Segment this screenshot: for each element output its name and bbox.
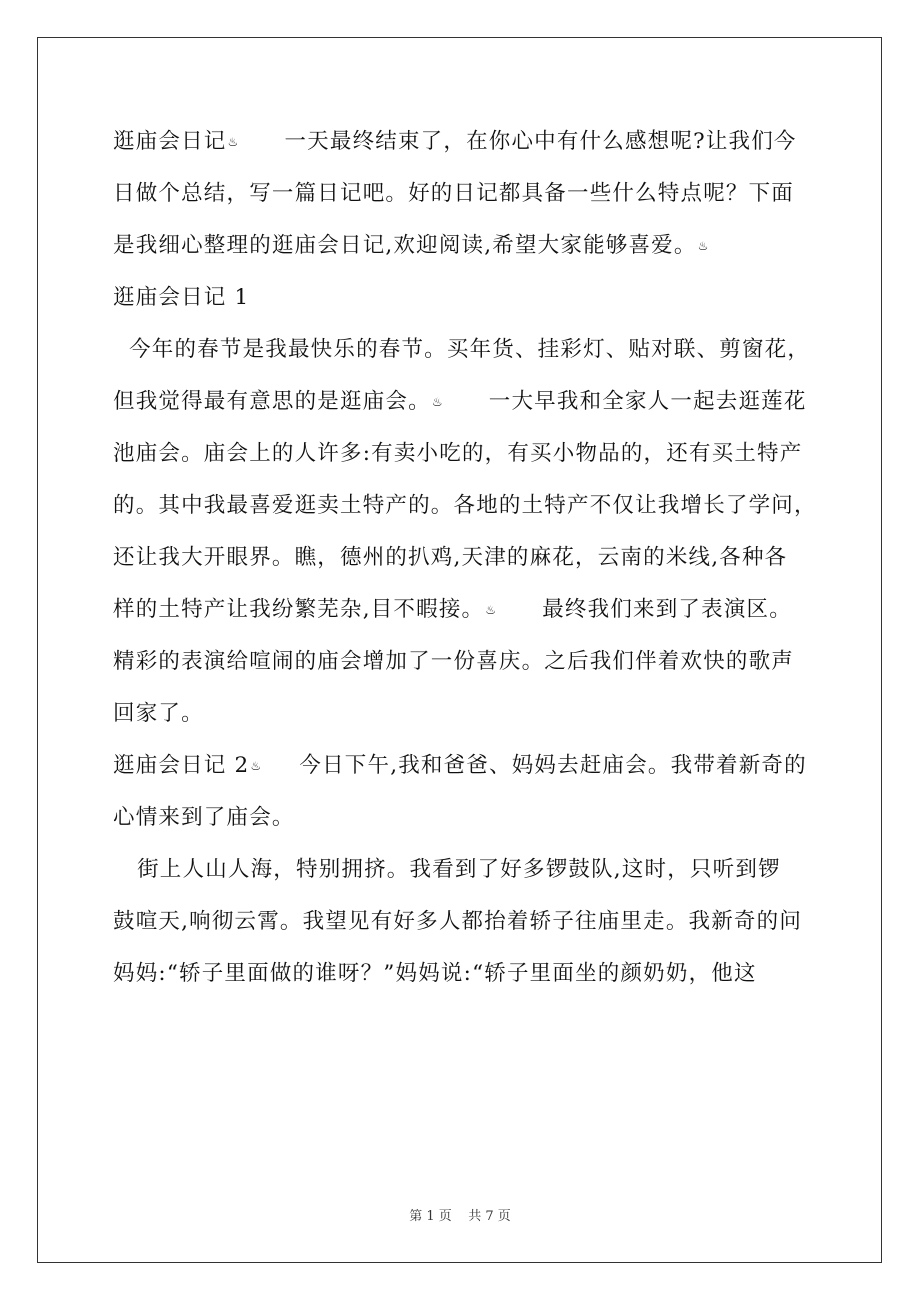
text-line: 鼓喧天,响彻云霄。我望见有好多人都抬着轿子往庙里走。我新奇的问 [113, 909, 803, 934]
line-text: 今日下午,我和爸爸、妈妈去赶庙会。我带着新奇的 [299, 753, 807, 778]
text-line: 日做个总结，写一篇日记吧。好的日记都具备一些什么特点呢？下面 [113, 181, 795, 206]
line-text: 但我觉得最有意思的是逛庙会。 [113, 389, 431, 414]
line-text: 逛庙会日记 [113, 129, 227, 154]
text-line: 精彩的表演给喧闹的庙会增加了一份喜庆。之后我们伴着欢快的歌声 [113, 649, 795, 674]
text-line [113, 226, 813, 278]
line-text: 一天最终结束了，在你心中有什么感想呢?让我们今 [284, 129, 797, 154]
line-text: 最终我们来到了表演区。 [542, 597, 792, 622]
section-heading [113, 746, 813, 798]
text-line: 妈妈:“轿子里面做的谁呀？”妈妈说:“轿子里面坐的颜奶奶，他这 [113, 961, 757, 986]
text-line: 的。其中我最喜爱逛卖土特产的。各地的土特产不仅让我增长了学问， [113, 493, 817, 518]
paragraph-mark-icon: ♨ [697, 239, 710, 253]
text-line [113, 122, 813, 174]
text-line: 回家了。 [113, 701, 204, 726]
paragraph-mark-icon: ♨ [227, 135, 240, 149]
paragraph-mark-icon: ♨ [250, 759, 263, 773]
text-line: 池庙会。庙会上的人许多:有卖小吃的，有买小物品的，还有买土特产 [113, 441, 803, 466]
paragraph-mark-icon: ♨ [431, 395, 444, 409]
line-text: 是我细心整理的逛庙会日记,欢迎阅读,希望大家能够喜爱。 [113, 233, 697, 258]
text-line: 今年的春节是我最快乐的春节。买年货、挂彩灯、贴对联、剪窗花， [113, 337, 811, 362]
document-body [113, 122, 817, 1006]
paragraph-mark-icon: ♨ [485, 603, 498, 617]
text-line: 心情来到了庙会。 [113, 805, 295, 830]
page-number-footer: 第 1 页 共 7 页 [409, 1209, 511, 1224]
line-text: 样的土特产让我纷繁芜杂,目不暇接。 [113, 597, 485, 622]
text-line: 街上人山人海，特别拥挤。我看到了好多锣鼓队,这时，只听到锣 [113, 857, 781, 882]
line-text: 一大早我和全家人一起去逛莲花 [488, 389, 807, 414]
section-heading: 逛庙会日记 1 [113, 285, 250, 310]
text-line [113, 590, 813, 642]
line-text: 逛庙会日记 2 [113, 753, 250, 778]
text-line [113, 382, 813, 434]
text-line: 还让我大开眼界。瞧，德州的扒鸡,天津的麻花，云南的米线,各种各 [113, 545, 788, 570]
